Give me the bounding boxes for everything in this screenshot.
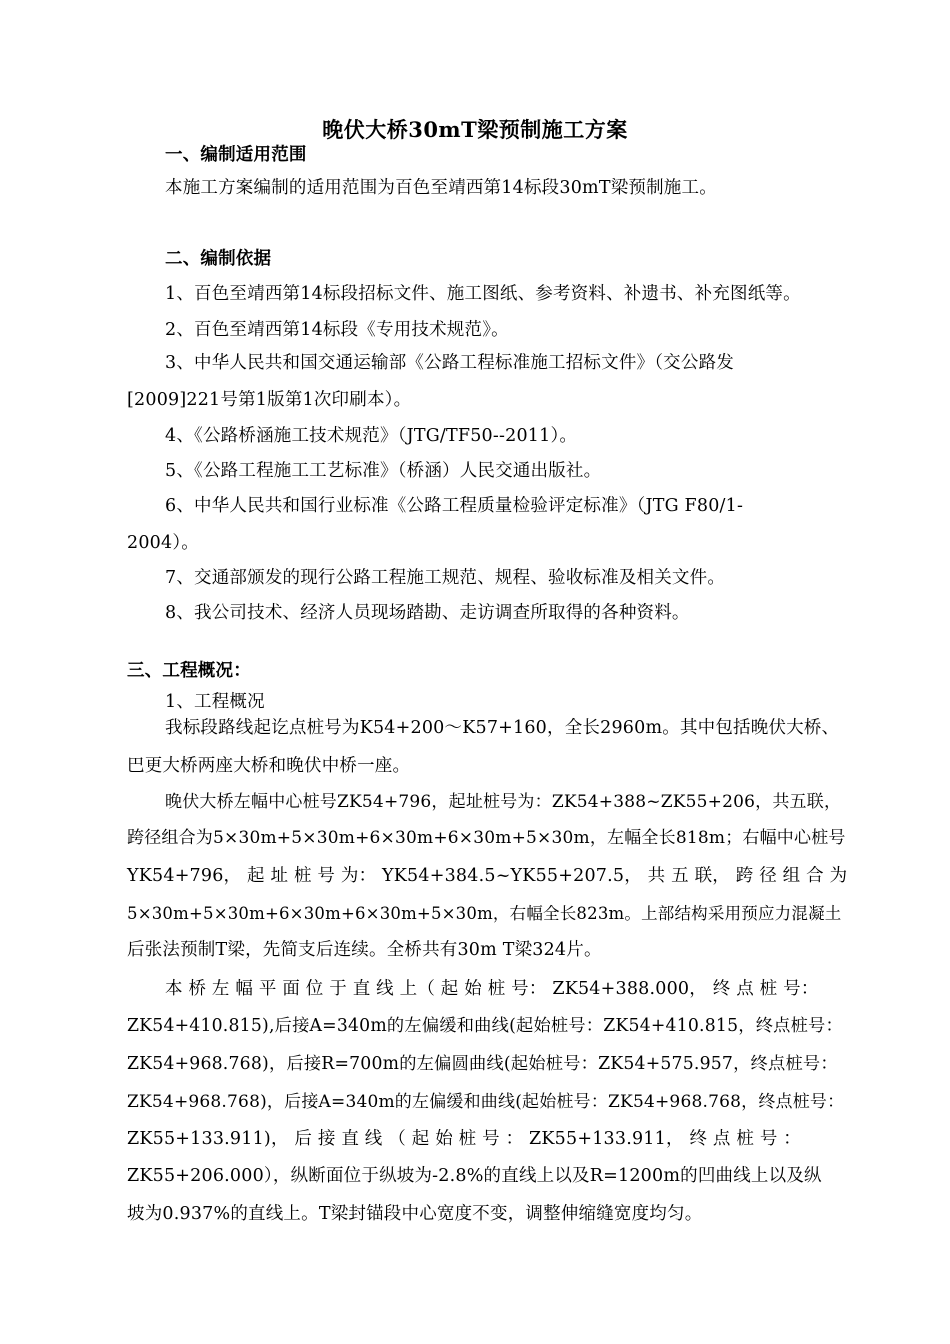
overview-paragraph-2-line-5: 后张法预制T梁，先简支后连续。全桥共有30m T梁324片。 xyxy=(127,940,602,960)
section-3-subheading: 1、工程概况 xyxy=(165,692,265,712)
overview-paragraph-2-line-4: 5×30m+5×30m+6×30m+6×30m+5×30m，右幅全长823m。上部结构采用预应力混凝土 xyxy=(127,904,842,923)
basis-item-1: 1、百色至靖西第14标段招标文件、施工图纸、参考资料、补遗书、补充图纸等。 xyxy=(165,284,801,304)
overview-paragraph-1: 我标段路线起讫点桩号为K54+200～K57+160，全长2960m。其中包括晚伏大桥、 xyxy=(165,718,840,738)
section-2-heading: 二、编制依据 xyxy=(165,249,272,269)
overview-paragraph-3-line-4: ZK54+968.768)，后接A=340m的左偏缓和曲线(起始桩号：ZK54+968.768，终点桩号： xyxy=(127,1092,845,1112)
basis-item-7: 7、交通部颁发的现行公路工程施工规范、规程、验收标准及相关文件。 xyxy=(165,568,726,588)
basis-item-8: 8、我公司技术、经济人员现场踏勘、走访调查所取得的各种资料。 xyxy=(165,603,690,623)
document-title: 晚伏大桥30mT梁预制施工方案 xyxy=(322,117,628,142)
basis-item-2: 2、百色至靖西第14标段《专用技术规范》。 xyxy=(165,320,509,340)
basis-item-6: 6、中华人民共和国行业标准《公路工程质量检验评定标准》（JTG F80/1- xyxy=(165,496,744,516)
section-1-heading: 一、编制适用范围 xyxy=(165,145,307,165)
basis-item-5: 5、《公路工程施工工艺标准》（桥涵）人民交通出版社。 xyxy=(165,461,602,481)
basis-item-4: 4、《公路桥涵施工技术规范》（JTG/TF50--2011）。 xyxy=(165,426,578,446)
overview-paragraph-2-line-3: YK54+796， 起 址 桩 号 为： YK54+384.5~YK55+207.5， 共 五 联， 跨 径 组 合 为 xyxy=(127,866,848,886)
overview-paragraph-3-line-6: ZK55+206.000），纵断面位于纵坡为-2.8%的直线上以及R=1200m的凹曲线上以及纵 xyxy=(127,1166,822,1186)
overview-paragraph-2: 晚伏大桥左幅中心桩号ZK54+796，起址桩号为：ZK54+388~ZK55+206，共五联， xyxy=(165,792,842,812)
basis-item-3-cont: [2009]221号第1版第1次印刷本）。 xyxy=(127,390,412,410)
section-3-heading: 三、工程概况： xyxy=(127,661,251,681)
overview-paragraph-3-line-2: ZK54+410.815),后接A=340m的左偏缓和曲线(起始桩号：ZK54+410.815，终点桩号： xyxy=(127,1016,843,1036)
section-1-paragraph: 本施工方案编制的适用范围为百色至靖西第14标段30mT梁预制施工。 xyxy=(165,178,717,198)
overview-paragraph-3-line-7: 坡为0.937%的直线上。T梁封锚段中心宽度不变，调整伸缩缝宽度均匀。 xyxy=(127,1204,703,1224)
overview-paragraph-2-line-2: 跨径组合为5×30m+5×30m+6×30m+6×30m+5×30m，左幅全长818m；右幅中心桩号 xyxy=(127,828,846,848)
overview-paragraph-3: 本 桥 左 幅 平 面 位 于 直 线 上（ 起 始 桩 号： ZK54+388.000， 终 点 桩 号： xyxy=(165,979,819,999)
overview-paragraph-1-cont: 巴更大桥两座大桥和晚伏中桥一座。 xyxy=(127,756,411,776)
basis-item-3: 3、中华人民共和国交通运输部《公路工程标准施工招标文件》（交公路发 xyxy=(165,353,734,373)
basis-item-6-cont: 2004）。 xyxy=(127,533,199,553)
overview-paragraph-3-line-5: ZK55+133.911)， 后 接 直 线 （ 起 始 桩 号 ： ZK55+133.911， 终 点 桩 号 ： xyxy=(127,1129,801,1149)
overview-paragraph-3-line-3: ZK54+968.768)，后接R=700m的左偏圆曲线(起始桩号：ZK54+575.957，终点桩号： xyxy=(127,1054,838,1074)
